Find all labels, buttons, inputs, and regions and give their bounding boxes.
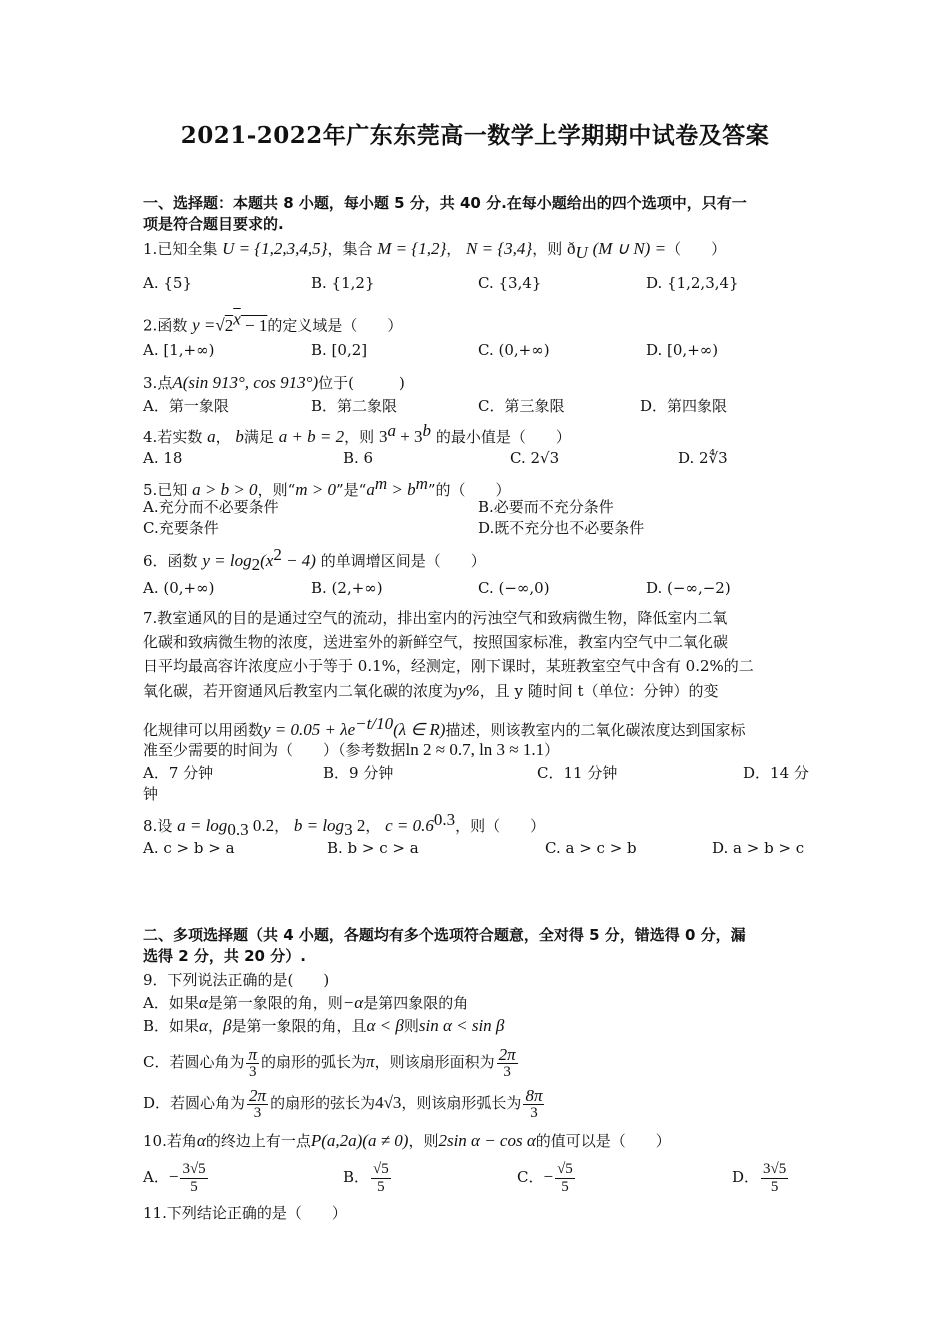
q3-option-c: C．第三象限 [478, 397, 565, 415]
q7-line5-cond: (λ ∈ R) [393, 720, 446, 739]
q9-b-mid2: 则 [403, 1017, 419, 1035]
q4-base2: 3 [414, 427, 423, 446]
q6-option-b: B. (2,+∞) [311, 579, 383, 597]
q5-num: 5. [143, 481, 158, 499]
question-7-line4 [143, 680, 719, 702]
q7-line6-ref: ln 2 ≈ 0.7, ln 3 ≈ 1.1 [405, 740, 545, 759]
q5-cond3-a: a [366, 480, 375, 499]
q4-exp2: b [422, 421, 432, 440]
q5-text-c: ”是“ [335, 481, 367, 499]
q4-text-c: ，则 [344, 428, 375, 446]
q4-exp1: a [387, 421, 396, 440]
question-11-stem: 11.下列结论正确的是（ ） [143, 1204, 347, 1222]
q8-def-b-sub: 3 [344, 820, 353, 839]
q8-sep2: ， [365, 817, 381, 835]
q2-option-d: D. [0,+∞) [646, 341, 719, 359]
q6-func-b: (x [260, 551, 274, 570]
q6-func-a: y = log [202, 551, 252, 570]
q4-option-d: D. 2∜3 [678, 449, 728, 467]
q9-a-mid: 是第一象限的角，则 [207, 994, 343, 1012]
q9-b-cond: α < β [366, 1016, 404, 1035]
question-7-line5 [143, 713, 746, 741]
question-10 [143, 1130, 671, 1152]
section2-heading-line1: 二、多项选择题（共 4 小题，各题均有多个选项符合题意，全对得 5 分，错选得 0 分，漏 [143, 926, 746, 944]
q10-d-num: 3√5 [763, 1160, 787, 1177]
q2-num: 2. [143, 316, 158, 335]
question-8 [143, 809, 545, 840]
q2-sqrt-sign: √ [215, 315, 225, 335]
q1-option-b: B. {1,2} [311, 274, 375, 292]
q7-line4-var: y% [458, 681, 480, 700]
q8-option-d: D. a > b > c [712, 839, 805, 857]
q3-option-d: D．第四象限 [640, 397, 728, 415]
q6-func-exp: 2 [273, 545, 282, 564]
q9-b-pre: B．如果 [143, 1017, 200, 1035]
q1-expr: (M ∪ N) = [592, 239, 667, 258]
q1-complement-symbol: ð [567, 239, 576, 258]
q9-d-frac-num: 2π [249, 1085, 267, 1105]
q9-d-result [523, 1087, 544, 1122]
q9-option-d [143, 1083, 546, 1123]
q1-text-b: ，集合 [327, 240, 373, 258]
q9-a-pre: A．如果 [143, 994, 199, 1012]
q8-text-a: 设 [157, 817, 173, 835]
q9-c-var: π [366, 1052, 375, 1071]
q3-num: 3. [143, 374, 158, 392]
q10-text-d: 的值可以是（ ） [535, 1132, 671, 1150]
q2-func-exp: x [233, 309, 241, 328]
q1-option-d: D. {1,2,3,4} [646, 274, 739, 292]
q4-option-c: C. 2√3 [510, 449, 560, 467]
q1-num: 1. [143, 240, 158, 258]
q1-set-n: N = {3,4} [466, 239, 533, 258]
q9-c-frac [246, 1046, 259, 1081]
q10-c-num: √5 [557, 1160, 573, 1177]
q10-point: P(a,2a)(a ≠ 0) [310, 1131, 409, 1150]
q10-a-frac [180, 1161, 207, 1196]
q8-option-c: C. a > c > b [545, 839, 637, 857]
q10-b-label: B． [343, 1168, 370, 1186]
q9-a-var1: α [198, 993, 208, 1012]
q7-line5-b: 描述，则该教室内的二氧化碳浓度达到国家标 [445, 721, 746, 739]
q2-text-b: 的定义域是（ ） [267, 316, 403, 335]
q9-d-result-den: 3 [530, 1104, 538, 1121]
q6-num: 6． [143, 552, 168, 570]
q7-option-a: A．7 分钟 [143, 764, 214, 782]
q9-c-frac-den: 3 [249, 1063, 257, 1080]
page-title: 2021-2022年广东东莞高一数学上学期期中试卷及答案 [180, 122, 770, 149]
q8-def-c: c = 0.6 [385, 816, 434, 835]
question-6 [143, 544, 486, 575]
q5-cond3-mid: > b [387, 480, 416, 499]
q8-num: 8. [143, 817, 158, 835]
q9-c-result-num: 2π [498, 1044, 516, 1064]
q10-c-label: C． [517, 1168, 544, 1186]
q9-a-var2: −α [342, 993, 364, 1012]
q5-cond2: m > 0 [295, 480, 336, 499]
q9-option-c [143, 1042, 520, 1082]
q8-def-b: b = log [293, 816, 345, 835]
q7-line6-a: 准至少需要的时间为（ ）（参考数据 [143, 741, 406, 759]
question-1 [143, 238, 726, 263]
q2-option-a: A. [1,+∞) [143, 341, 215, 359]
q8-def-a-b: 0.2 [248, 816, 275, 835]
q1-set-u: U = {1,2,3,4,5} [222, 239, 328, 258]
question-4 [143, 420, 571, 448]
q8-def-a-sub: 0.3 [227, 820, 249, 839]
q4-sep: ， [215, 428, 231, 446]
q1-tail: （ ） [666, 240, 727, 258]
q2-func-base: 2 [224, 315, 234, 335]
q6-text-a: 函数 [167, 552, 198, 570]
q6-text-b: 的单调增区间是（ ） [320, 552, 486, 570]
q9-d-mid: 的扇形的弦长为 [270, 1094, 376, 1112]
q10-expr: 2sin α − cos α [438, 1131, 536, 1150]
q4-option-a: A. 18 [143, 449, 183, 467]
q10-num: 10. [143, 1132, 167, 1150]
q4-base1: 3 [378, 427, 388, 446]
q9-c-mid: 的扇形的弧长为 [261, 1053, 367, 1071]
q10-a-num: 3√5 [182, 1160, 206, 1177]
q5-option-a: A.充分而不必要条件 [143, 498, 279, 516]
q9-option-a [143, 992, 468, 1014]
q9-d-frac [247, 1087, 268, 1122]
q8-text-b: ，则（ ） [455, 817, 546, 835]
q5-cond3-exp: m [374, 474, 388, 493]
q8-def-b-b: 2 [352, 816, 366, 835]
question-9-stem: 9．下列说法正确的是( ) [143, 971, 330, 989]
q4-cond: a + b = 2 [278, 427, 345, 446]
q5-option-d: D.既不充分也不必要条件 [478, 519, 645, 537]
q9-d-pre: D．若圆心角为 [143, 1094, 246, 1112]
q10-option-a [143, 1157, 210, 1197]
q1-text-a: 已知全集 [157, 240, 218, 258]
q9-d-val: 4√3 [375, 1093, 402, 1112]
q9-c-result-den: 3 [503, 1063, 511, 1080]
q10-a-den: 5 [190, 1178, 198, 1195]
q7-line6-b: ） [544, 741, 560, 759]
q7-option-c: C．11 分钟 [537, 764, 618, 782]
q1-complement-sub: U [575, 243, 588, 262]
q9-c-frac-num: π [248, 1044, 258, 1064]
q5-text-d: ”的（ ） [427, 481, 511, 499]
q4-plus: + [395, 427, 415, 446]
q4-text-b: 满足 [243, 428, 274, 446]
q9-b-var2: β [222, 1016, 232, 1035]
q10-text-c: ，则 [408, 1132, 439, 1150]
question-7-line3: 日平均最高容许浓度应小于等于 0.1%，经测定，刚下课时，某班教室空气中含有 0.2%的二 [143, 657, 754, 675]
q10-option-b [343, 1157, 393, 1197]
q2-func-rest: − 1 [240, 315, 268, 335]
q4-text-a: 若实数 [157, 428, 203, 446]
q10-text-a: 若角 [166, 1132, 197, 1150]
q7-line5-a: 化规律可以用函数 [143, 721, 264, 739]
q7-option-d-wrap: 钟 [143, 785, 159, 803]
q3-point: A(sin 913°, cos 913°) [172, 373, 319, 392]
q10-text-b: 的终边上有一点 [205, 1132, 311, 1150]
question-3 [143, 372, 405, 394]
question-7-line1: 7.教室通风的目的是通过空气的流动，排出室内的污浊空气和致病微生物，降低室内二氧 [143, 609, 728, 627]
q9-d-result-num: 8π [525, 1085, 543, 1105]
q9-option-b [143, 1015, 504, 1037]
q10-d-label: D． [732, 1168, 760, 1186]
q10-a-sign: − [168, 1167, 179, 1186]
q4-var-b: b [235, 427, 244, 446]
q2-option-b: B. [0,2] [311, 341, 368, 359]
question-7-line2: 化碳和致病微生物的浓度，送进室外的新鲜空气，按照国家标准，教室内空气中二氧化碳 [143, 633, 729, 651]
q10-d-den: 5 [770, 1178, 779, 1195]
q9-c-mid2: ，则该扇形面积为 [374, 1053, 495, 1071]
q10-c-frac [555, 1161, 575, 1196]
q3-text-a: 点 [157, 374, 173, 392]
q6-func-c: − 4) [281, 551, 316, 570]
q7-line5-func: y = 0.05 + λe [263, 720, 356, 739]
q10-d-frac [761, 1161, 788, 1196]
q10-a-label: A． [143, 1168, 169, 1186]
q10-var: α [196, 1131, 206, 1150]
q10-c-den: 5 [561, 1178, 569, 1195]
q9-b-res: sin α < sin β [418, 1016, 505, 1035]
q7-line4-a: 氧化碳，若开窗通风后教室内二氧化碳的浓度为 [143, 682, 459, 700]
q5-cond: a > b > 0 [192, 480, 258, 499]
q1-set-m: M = {1,2} [377, 239, 447, 258]
q5-option-c: C.充要条件 [143, 519, 219, 537]
q7-line5-exp: −t/10 [355, 714, 394, 733]
q6-option-c: C. (−∞,0) [478, 579, 550, 597]
q8-option-b: B. b > c > a [327, 839, 419, 857]
q10-b-num: √5 [373, 1160, 389, 1177]
q9-b-mid: 是第一象限的角，且 [231, 1017, 367, 1035]
q7-option-b: B．9 分钟 [323, 764, 394, 782]
q4-var-a: a [207, 427, 216, 446]
q9-b-sep: ， [207, 1017, 223, 1035]
q8-sep: ， [274, 817, 290, 835]
q9-c-result [497, 1046, 518, 1081]
q6-func-sub: 2 [251, 555, 261, 574]
q2-radicand [224, 309, 268, 335]
q9-c-pre: C．若圆心角为 [143, 1053, 245, 1071]
question-2 [143, 308, 402, 337]
q9-a-post: 是第四象限的角 [363, 994, 469, 1012]
q5-text-b: ，则“ [257, 481, 296, 499]
q7-option-d: D．14 分 [743, 764, 809, 782]
q9-d-frac-den: 3 [253, 1104, 262, 1121]
q2-func-y: y = [192, 315, 216, 335]
q3-text-b: 位于( ) [318, 374, 405, 392]
q5-cond3-exp2: m [415, 474, 428, 493]
q10-option-d [732, 1157, 790, 1197]
section2-heading-line2: 选得 2 分，共 20 分）. [143, 947, 306, 965]
q4-num: 4. [143, 428, 158, 446]
q1-option-c: C. {3,4} [478, 274, 542, 292]
q6-option-d: D. (−∞,−2) [646, 579, 731, 597]
q1-text-c: ，则 [532, 240, 563, 258]
question-7-line6 [143, 739, 559, 761]
q9-d-mid2: ，则该扇形弧长为 [401, 1094, 522, 1112]
q5-text-a: 已知 [157, 481, 188, 499]
q1-option-a: A. {5} [143, 274, 192, 292]
q4-text-d: 的最小值是（ ） [435, 428, 571, 446]
q10-b-den: 5 [377, 1178, 385, 1195]
section1-heading-line2: 项是符合题目要求的. [143, 215, 284, 233]
q8-option-a: A. c > b > a [143, 839, 235, 857]
q10-c-sign: − [543, 1167, 554, 1186]
q2-option-c: C. (0,+∞) [478, 341, 550, 359]
q6-option-a: A. (0,+∞) [143, 579, 215, 597]
section1-heading-line1: 一、选择题：本题共 8 小题，每小题 5 分，共 40 分.在每小题给出的四个选项中，只有一 [143, 194, 747, 212]
q8-def-c-exp: 0.3 [433, 810, 456, 829]
q3-option-a: A．第一象限 [143, 397, 229, 415]
q4-option-b: B. 6 [343, 449, 374, 467]
q3-option-b: B．第二象限 [311, 397, 398, 415]
q10-b-frac [371, 1161, 391, 1196]
q8-def-a: a = log [177, 816, 228, 835]
q1-sep: ， [446, 240, 462, 258]
q2-text-a: 函数 [157, 316, 188, 335]
q9-b-var1: α [199, 1016, 208, 1035]
q5-option-b: B.必要而不充分条件 [478, 498, 614, 516]
q10-option-c [517, 1157, 577, 1197]
q7-line4-b: ，且 y 随时间 t（单位：分钟）的变 [479, 682, 719, 700]
